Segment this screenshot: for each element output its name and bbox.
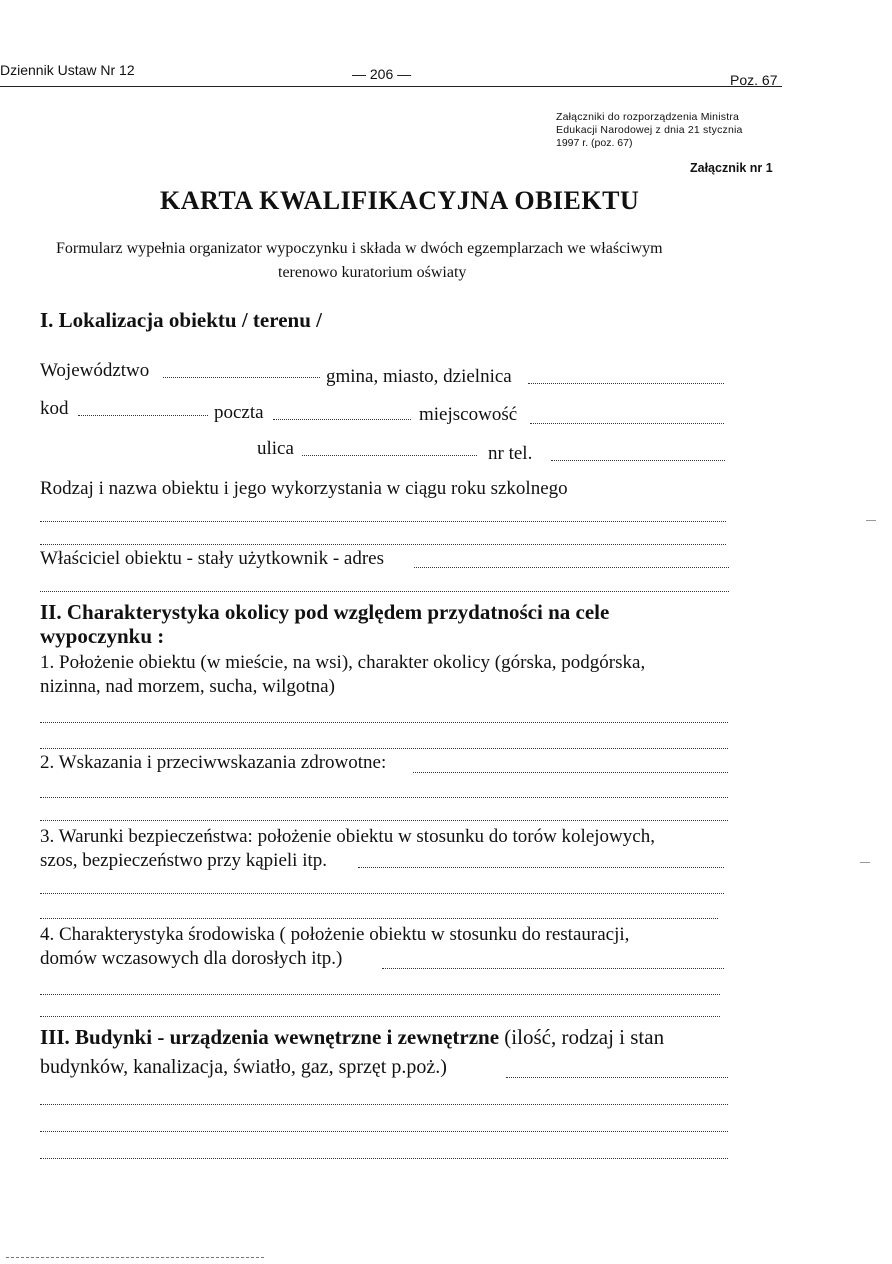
owner-line-2[interactable] — [40, 591, 729, 592]
item-3-field[interactable] — [358, 867, 724, 868]
locality-label: miejscowość — [419, 404, 518, 425]
header-rule — [0, 86, 782, 87]
page-title: KARTA KWALIFIKACYJNA OBIEKTU — [160, 186, 640, 215]
item-1-line-2: nizinna, nad morzem, sucha, wilgotna) — [40, 676, 335, 697]
section-2-heading-line-2: wypoczynku : — [40, 624, 165, 648]
journal-name: Dziennik Ustaw Nr 12 — [0, 62, 135, 78]
item-4-line-1: 4. Charakterystyka środowiska ( położenie obiektu w stosunku do restauracji, — [40, 924, 630, 945]
item-4-field-3[interactable] — [40, 1016, 720, 1017]
postal-code-label: kod — [40, 398, 69, 419]
street-field[interactable] — [302, 455, 477, 456]
item-4-field[interactable] — [382, 968, 724, 969]
section-2-heading-line-1: II. Charakterystyka okolicy pod względem przydatności na cele — [40, 600, 610, 624]
section-3-heading: III. Budynki - urządzenia wewnętrzne i zewnętrzne — [40, 1025, 500, 1049]
locality-field[interactable] — [530, 423, 724, 424]
owner-label: Właściciel obiektu - stały użytkownik - adres — [40, 548, 385, 569]
owner-field[interactable] — [414, 567, 729, 568]
object-type-label: Rodzaj i nazwa obiektu i jego wykorzystania w ciągu roku szkolnego — [40, 478, 568, 499]
post-office-field[interactable] — [273, 419, 411, 420]
municipality-label: gmina, miasto, dzielnica — [326, 366, 512, 387]
item-2-field[interactable] — [413, 772, 728, 773]
phone-field[interactable] — [551, 460, 725, 461]
item-2-field-2[interactable] — [40, 797, 728, 798]
phone-label: nr tel. — [488, 443, 533, 464]
annex-label: Załącznik nr 1 — [690, 161, 773, 175]
subtitle-line-2: terenowo kuratorium oświaty — [278, 264, 467, 281]
scan-mark — [860, 862, 870, 863]
post-office-label: poczta — [214, 402, 264, 423]
annex-note-line-2: Edukacji Narodowej z dnia 21 stycznia — [556, 124, 743, 136]
annex-note-line-3: 1997 r. (poz. 67) — [556, 137, 633, 149]
annex-note-line-1: Załączniki do rozporządzenia Ministra — [556, 111, 740, 123]
section-3-field-4[interactable] — [40, 1158, 728, 1159]
item-3-line-2: szos, bezpieczeństwo przy kąpieli itp. — [40, 850, 328, 871]
item-4-line-2: domów wczasowych dla dorosłych itp.) — [40, 948, 343, 969]
object-type-line-2[interactable] — [40, 544, 726, 545]
section-3-field-3[interactable] — [40, 1131, 728, 1132]
postal-code-field[interactable] — [78, 415, 208, 416]
page-number: — 206 — — [352, 66, 412, 82]
street-label: ulica — [257, 438, 294, 459]
item-2-label: 2. Wskazania i przeciwwskazania zdrowotne: — [40, 752, 387, 773]
municipality-field[interactable] — [528, 383, 724, 384]
section-3-heading-row — [40, 1025, 664, 1050]
section-1-heading: I. Lokalizacja obiektu / terenu / — [40, 308, 322, 332]
object-type-line-1[interactable] — [40, 521, 726, 522]
subtitle-line-1: Formularz wypełnia organizator wypoczynku i składa w dwóch egzemplarzach we właściwym — [56, 240, 663, 257]
item-1-field-2[interactable] — [40, 748, 728, 749]
voivodeship-label: Województwo — [40, 360, 150, 381]
scan-mark — [866, 520, 876, 521]
position-number: Poz. 67 — [730, 72, 778, 88]
item-1-field-1[interactable] — [40, 722, 728, 723]
item-3-field-2[interactable] — [40, 893, 724, 894]
item-3-field-3[interactable] — [40, 918, 718, 919]
section-3-line-2: budynków, kanalizacja, światło, gaz, sprzęt p.poż.) — [40, 1056, 447, 1078]
section-3-field[interactable] — [506, 1077, 728, 1078]
section-3-field-2[interactable] — [40, 1104, 728, 1105]
item-1-line-1: 1. Położenie obiektu (w mieście, na wsi), charakter okolicy (górska, podgórska, — [40, 652, 646, 673]
voivodeship-field[interactable] — [163, 377, 320, 378]
item-2-field-3[interactable] — [40, 820, 728, 821]
item-4-field-2[interactable] — [40, 994, 720, 995]
item-3-line-1: 3. Warunki bezpieczeństwa: położenie obiektu w stosunku do torów kolejowych, — [40, 826, 655, 847]
footer-rule — [6, 1257, 264, 1258]
section-3-heading-rest: (ilość, rodzaj i stan — [504, 1025, 665, 1049]
